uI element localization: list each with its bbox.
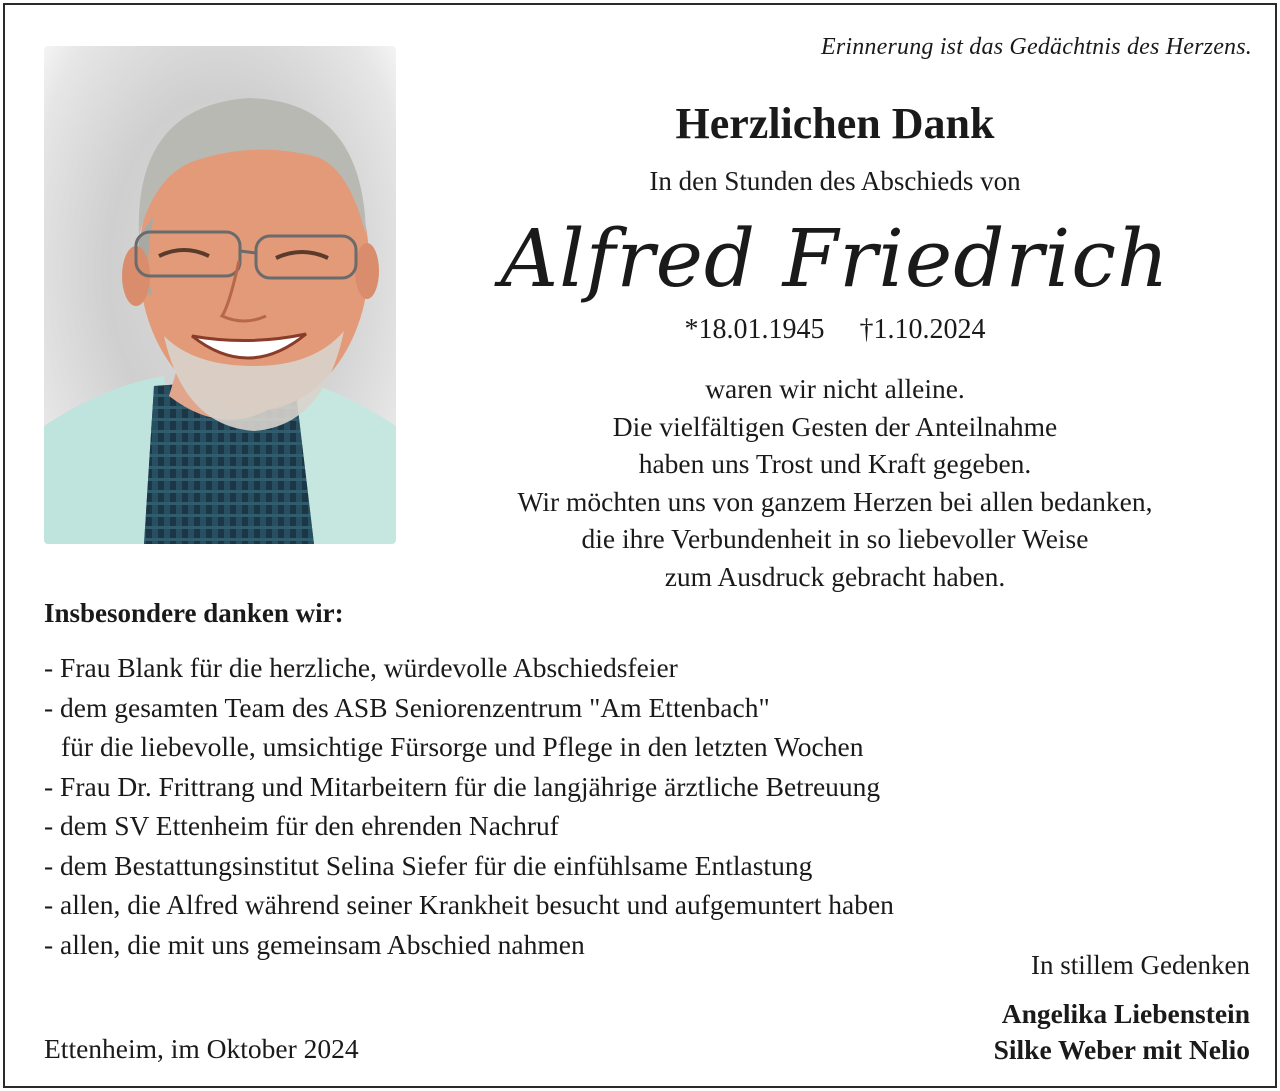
list-item: - allen, die mit uns gemeinsam Abschied nahmen [44, 928, 585, 960]
message-line: Wir möchten uns von ganzem Herzen bei allen bedanken, [517, 485, 1153, 517]
list-item: für die liebevolle, umsichtige Fürsorge und Pflege in den letzten Wochen [61, 731, 864, 762]
list-item: - dem Bestattungsinstitut Selina Siefer für die einfühlsame Entlastung [44, 849, 813, 881]
portrait-photo [44, 46, 396, 544]
closing-phrase: In stillem Gedenken [1031, 950, 1250, 980]
list-item: - Frau Blank für die herzliche, würdevolle Abschiedsfeier [44, 652, 678, 683]
birth-date: *18.01.1945 [684, 314, 825, 345]
thanks-message [420, 370, 1250, 595]
list-item: - allen, die Alfred während seiner Krankheit besucht und aufgemuntert haben [44, 889, 894, 920]
message-line: waren wir nicht alleine. [705, 373, 965, 404]
life-dates [420, 314, 1250, 346]
list-item: - dem SV Ettenheim für den ehrenden Nachruf [44, 810, 559, 841]
death-date: †1.10.2024 [859, 314, 986, 345]
motto: Erinnerung ist das Gedächtnis des Herzens. [820, 34, 1252, 60]
list-item: - Frau Dr. Frittrang und Mitarbeitern für die langjährige ärztliche Betreuung [44, 770, 881, 802]
deceased-name: Alfred Friedrich [500, 212, 1170, 305]
list-item: - dem gesamten Team des ASB Seniorenzentrum "Am Ettenbach" [44, 691, 770, 723]
heading: Herzlichen Dank [675, 99, 995, 148]
message-line: zum Ausdruck gebracht haben. [664, 560, 1006, 592]
signer-name: Angelika Liebenstein [1001, 998, 1250, 1029]
signer-name: Silke Weber mit Nelio [993, 1034, 1250, 1065]
message-line: haben uns Trost und Kraft gegeben. [638, 448, 1032, 479]
signers [994, 996, 1250, 1068]
place-and-date: Ettenheim, im Oktober 2024 [44, 1033, 359, 1064]
message-line: Die vielfältigen Gesten der Anteilnahme [612, 410, 1058, 442]
thanks-list-title: Insbesondere danken wir: [44, 598, 344, 628]
message-line: die ihre Verbundenheit in so liebevoller Weise [581, 523, 1089, 554]
intro-text: In den Stunden des Abschieds von [649, 166, 1021, 196]
thanks-list [44, 648, 894, 964]
